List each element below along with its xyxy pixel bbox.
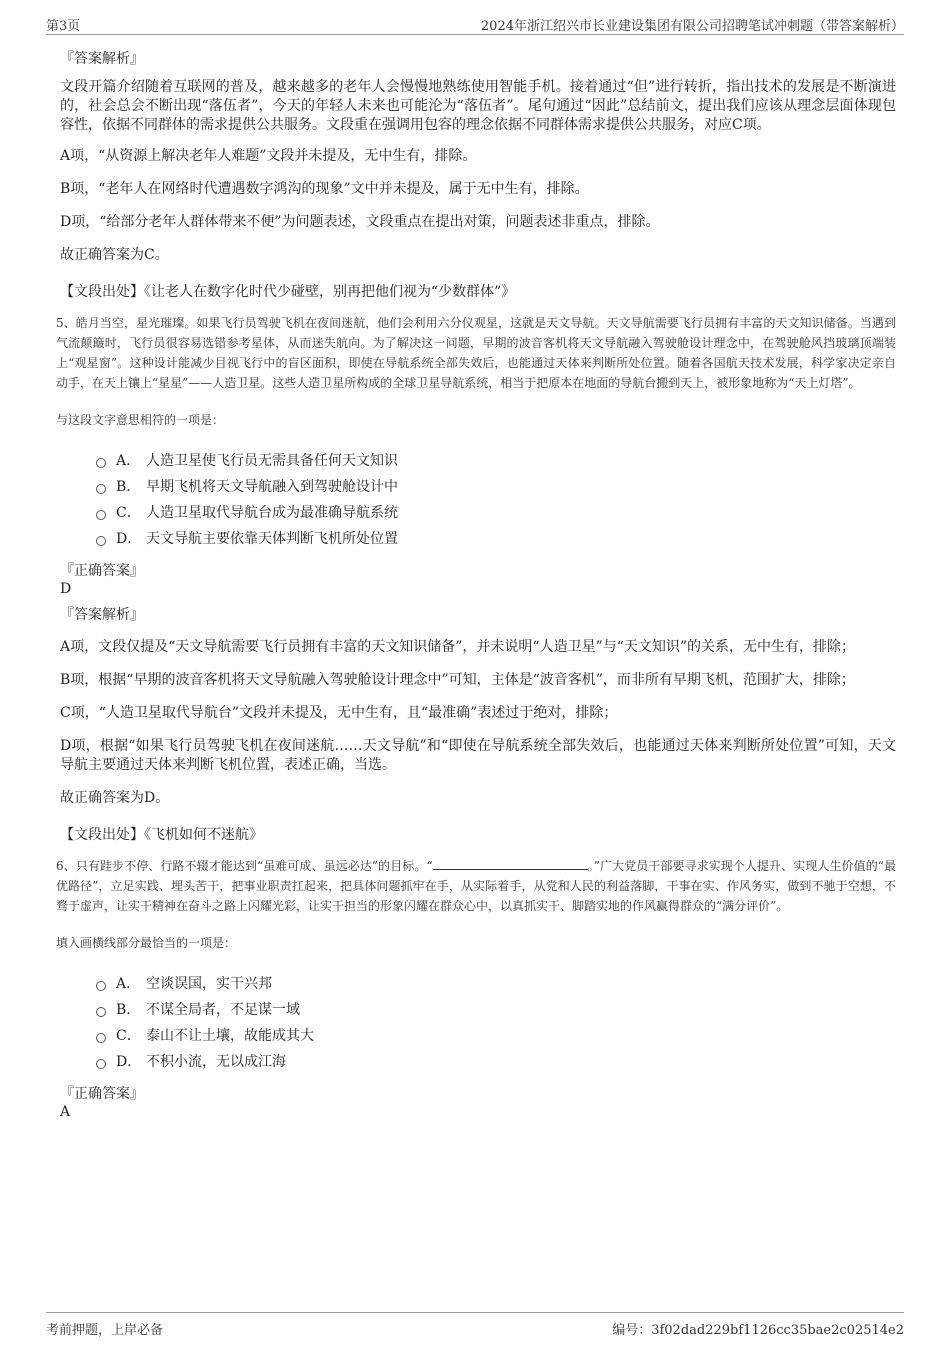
- q6-option-b[interactable]: B． 不谋全局者，不足谋一域: [96, 997, 896, 1023]
- radio-icon[interactable]: [96, 510, 106, 520]
- q5-answer: D: [60, 581, 72, 597]
- page-footer: [46, 1312, 904, 1337]
- radio-icon[interactable]: [96, 1059, 106, 1069]
- page-header: [46, 12, 904, 35]
- document-id: 编号：3f02dad229bf1126cc35bae2c02514e2: [612, 1323, 904, 1338]
- q6-prompt: 填入画横线部分最恰当的一项是：: [56, 936, 237, 950]
- q5-analysis-c: C项，“人造卫星取代导航台”文段并未提及，无中生有，且“最准确”表述过于绝对，排除；: [60, 705, 618, 721]
- q4-source: 【文段出处】《让老人在数字化时代少碰壁，别再把他们视为“少数群体”》: [60, 284, 516, 300]
- q6-answer-label: 『正确答案』: [60, 1086, 144, 1102]
- q4-analysis-b: B项，“老年人在网络时代遭遇数字鸿沟的现象”文中并未提及，属于无中生有，排除。: [60, 181, 589, 197]
- radio-icon[interactable]: [96, 484, 106, 494]
- q4-analysis-label: 『答案解析』: [60, 51, 144, 67]
- radio-icon[interactable]: [96, 1033, 106, 1043]
- q4-analysis-d: D项，“给部分老年人群体带来不便”为问题表述，文段重点在提出对策，问题表述非重点，排除。: [60, 214, 660, 230]
- radio-icon[interactable]: [96, 458, 106, 468]
- radio-icon[interactable]: [96, 536, 106, 546]
- q4-analysis-conclusion: 故正确答案为C。: [60, 247, 169, 263]
- q6-stem: 6、只有跬步不停、行路不辍才能达到“虽难可成、虽远必达”的目标。“ 。”广大党员干部要寻求实现个人提升、实现人生价值的“最优路径”，立足实践、埋头苦干，把事业职责扛起来，把具体问题抓牢在手，从实际着手，从党和人民的利益落脚，干事在实、作风务实，做到不驰于空想，不骛于虚声，让实干精神在奋斗之路上闪耀光彩，让实干担当的形象闪耀在群众心中，以真抓实干、脚踏实地的作风赢得群众的“满分评价”。: [56, 859, 896, 913]
- q5-analysis-label: 『答案解析』: [60, 607, 144, 623]
- q5-prompt: 与这段文字意思相符的一项是：: [56, 413, 225, 427]
- q4-analysis-a: A项，“从资源上解决老年人难题”文段并未提及，无中生有，排除。: [60, 148, 477, 164]
- q6-option-c[interactable]: C． 泰山不让土壤，故能成其大: [96, 1023, 896, 1049]
- q5-source: 【文段出处】《飞机如何不迷航》: [60, 827, 263, 843]
- q4-analysis-intro: 文段开篇介绍随着互联网的普及，越来越多的老年人会慢慢地熟练使用智能手机。接着通过“但”进行转折，指出技术的发展是不断演进的，社会总会不断出现“落伍者”，今天的年轻人未来也可能沦为“落伍者”。尾句通过“因此”总结前文，提出我们应该从理念层面体现包容性，依据不同群体的需求提供公共服务。文段重在强调用包容的理念依据不同群体需求提供公共服务，对应C项。: [60, 79, 896, 133]
- q5-stem: 5、皓月当空，星光璀璨。如果飞行员驾驶飞机在夜间迷航，他们会利用六分仪观星，这就是天文导航。天文导航需要飞行员拥有丰富的天文知识储备。当遇到气流颠簸时，飞行员很容易选错参考星体，从而迷失航向。为了解决这一问题，早期的波音客机将天文导航融入驾驶舱设计理念中，在驾驶舱风挡玻璃顶端装上“观星窗”。这种设计能减少目视飞行中的盲区面积，即使在导航系统全部失效后，也能通过天体来判断所处位置。随着各国航天技术发展，科学家决定亲自动手，在天上镶上“星星”——人造卫星。这些人造卫星所构成的全球卫星导航系统，相当于把原本在地面的导航台搬到天上，被形象地称为“天上灯塔”。: [56, 316, 896, 390]
- q5-option-b[interactable]: B． 早期飞机将天文导航融入到驾驶舱设计中: [96, 474, 896, 500]
- q5-answer-label: 『正确答案』: [60, 563, 144, 579]
- page-number: 第3页: [46, 19, 81, 34]
- q6-option-a[interactable]: A． 空谈误国，实干兴邦: [96, 971, 896, 997]
- q5-option-d[interactable]: D． 天文导航主要依靠天体判断飞机所处位置: [96, 526, 896, 552]
- q5-options: [96, 448, 896, 552]
- main-content: [56, 40, 896, 1121]
- q5-analysis-conclusion: 故正确答案为D。: [60, 790, 170, 806]
- footer-slogan: 考前押题，上岸必备: [46, 1323, 164, 1338]
- q5-analysis-b: B项，根据“早期的波音客机将天文导航融入驾驶舱设计理念中”可知，主体是“波音客机”，而非所有早期飞机，范围扩大，排除；: [60, 672, 855, 688]
- q5-analysis-d: D项，根据“如果飞行员驾驶飞机在夜间迷航……天文导航”和“即使在导航系统全部失效后，也能通过天体来判断所处位置”可知，天文导航主要通过天体来判断飞机位置，表述正确，当选。: [60, 738, 896, 773]
- q6-options: [96, 971, 896, 1075]
- q5-analysis-a: A项，文段仅提及“天文导航需要飞行员拥有丰富的天文知识储备”，并未说明“人造卫星”与“天文知识”的关系，无中生有，排除；: [60, 639, 856, 655]
- q5-option-c[interactable]: C． 人造卫星取代导航台成为最准确导航系统: [96, 500, 896, 526]
- document-title: 2024年浙江绍兴市长业建设集团有限公司招聘笔试冲刺题（带答案解析）: [480, 19, 904, 34]
- radio-icon[interactable]: [96, 1007, 106, 1017]
- fill-blank: [433, 857, 588, 870]
- radio-icon[interactable]: [96, 981, 106, 991]
- q5-option-a[interactable]: A． 人造卫星使飞行员无需具备任何天文知识: [96, 448, 896, 474]
- q6-answer: A: [60, 1104, 71, 1120]
- q6-option-d[interactable]: D． 不积小流，无以成江海: [96, 1049, 896, 1075]
